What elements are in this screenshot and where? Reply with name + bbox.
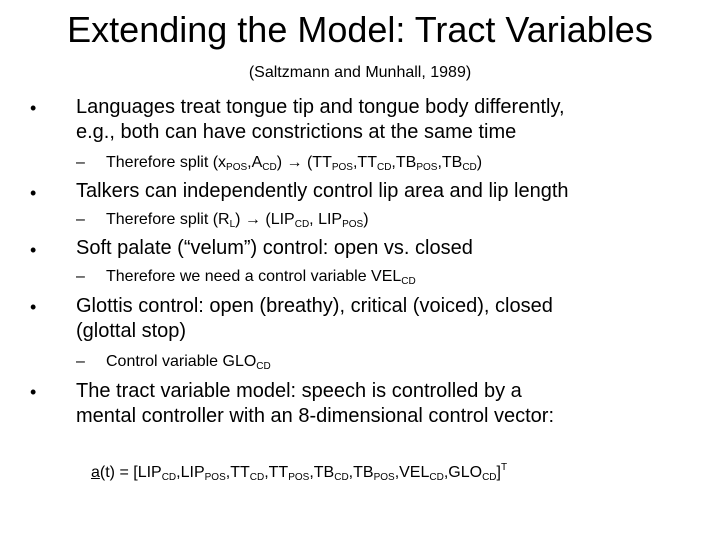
subscript: POS <box>226 162 248 173</box>
control-vector-formula <box>91 463 507 483</box>
bullet-marker: • <box>30 183 37 203</box>
subscript: POS <box>204 472 226 483</box>
subscript: CD <box>294 219 310 230</box>
text-run: Therefore we need a control variable VEL <box>106 268 402 285</box>
subscript: CD <box>334 472 349 483</box>
dash-marker: – <box>76 154 85 171</box>
text-run: ,TB <box>437 154 463 171</box>
bullet-3-subpoint <box>106 267 706 287</box>
text-run: ,TB <box>391 154 417 171</box>
subscript: POS <box>288 472 310 483</box>
bullet-1-text <box>76 95 706 145</box>
bullet-marker: • <box>30 98 37 118</box>
bullet-5-line-1: The tract variable model: speech is controlled by a <box>76 380 522 402</box>
subscript: L <box>229 219 236 230</box>
text-run: Control variable GLO <box>106 353 257 370</box>
subscript: CD <box>256 361 271 372</box>
subscript: CD <box>482 472 497 483</box>
bullet-marker: • <box>30 297 37 317</box>
superscript: T <box>500 462 508 473</box>
bullet-5-line-2: mental controller with an 8-dimensional control vector: <box>76 405 554 427</box>
slide-subtitle: (Saltzmann and Munhall, 1989) <box>248 64 472 81</box>
subscript: CD <box>401 276 416 287</box>
dash-marker: – <box>76 353 85 370</box>
dash-marker: – <box>76 211 85 228</box>
text-run: , LIP <box>309 211 343 228</box>
bullet-4-subpoint <box>106 352 706 372</box>
subscript: CD <box>161 472 177 483</box>
text-run: ) <box>476 154 483 171</box>
text-run: ) → (LIP <box>235 211 295 228</box>
bullet-2-text <box>76 179 706 204</box>
bullet-2-line-1: Talkers can independently control lip area and lip length <box>76 180 569 202</box>
bullet-5-text <box>76 379 706 429</box>
bullet-1-line-1: Languages treat tongue tip and tongue body differently, <box>76 96 565 118</box>
subscript: CD <box>262 162 277 173</box>
text-run: ,TT <box>264 464 289 481</box>
text-run: ,LIP <box>176 464 205 481</box>
subscript: POS <box>373 472 395 483</box>
text-run: ,TB <box>309 464 335 481</box>
dash-marker: – <box>76 268 85 285</box>
text-run: ,A <box>247 154 263 171</box>
subscript: POS <box>342 219 364 230</box>
text-run: Therefore split (R <box>106 211 230 228</box>
bullet-3-text <box>76 236 706 261</box>
subscript: CD <box>429 472 444 483</box>
text-run: ) → (TT <box>276 154 332 171</box>
bullet-1-line-2: e.g., both can have constrictions at the same time <box>76 121 517 143</box>
subscript: POS <box>416 162 438 173</box>
bullet-4-line-1: Glottis control: open (breathy), critical (voiced), closed <box>76 295 553 317</box>
vector-symbol: a <box>91 464 100 481</box>
bullet-4-line-2: (glottal stop) <box>76 320 187 342</box>
bullet-3-line-1: Soft palate (“velum”) control: open vs. closed <box>76 237 473 259</box>
bullet-4-text <box>76 294 706 344</box>
text-run: (t) = [LIP <box>99 464 162 481</box>
text-run: ,TB <box>348 464 374 481</box>
text-run: ,VEL <box>394 464 430 481</box>
subscript: CD <box>376 162 392 173</box>
bullet-2-subpoint <box>106 210 706 230</box>
text-run: ,TT <box>225 464 250 481</box>
bullet-marker: • <box>30 240 37 260</box>
text-run: Therefore split (x <box>106 154 227 171</box>
text-run: ) <box>363 211 369 228</box>
subscript: POS <box>331 162 353 173</box>
bullet-1-subpoint <box>106 153 706 173</box>
bullet-marker: • <box>30 382 37 402</box>
subscript: CD <box>462 162 477 173</box>
text-run: ,TT <box>352 154 377 171</box>
slide-title: Extending the Model: Tract Variables <box>67 9 653 50</box>
subscript: CD <box>249 472 265 483</box>
text-run: ,GLO <box>443 464 483 481</box>
text-run: ] <box>496 464 501 481</box>
